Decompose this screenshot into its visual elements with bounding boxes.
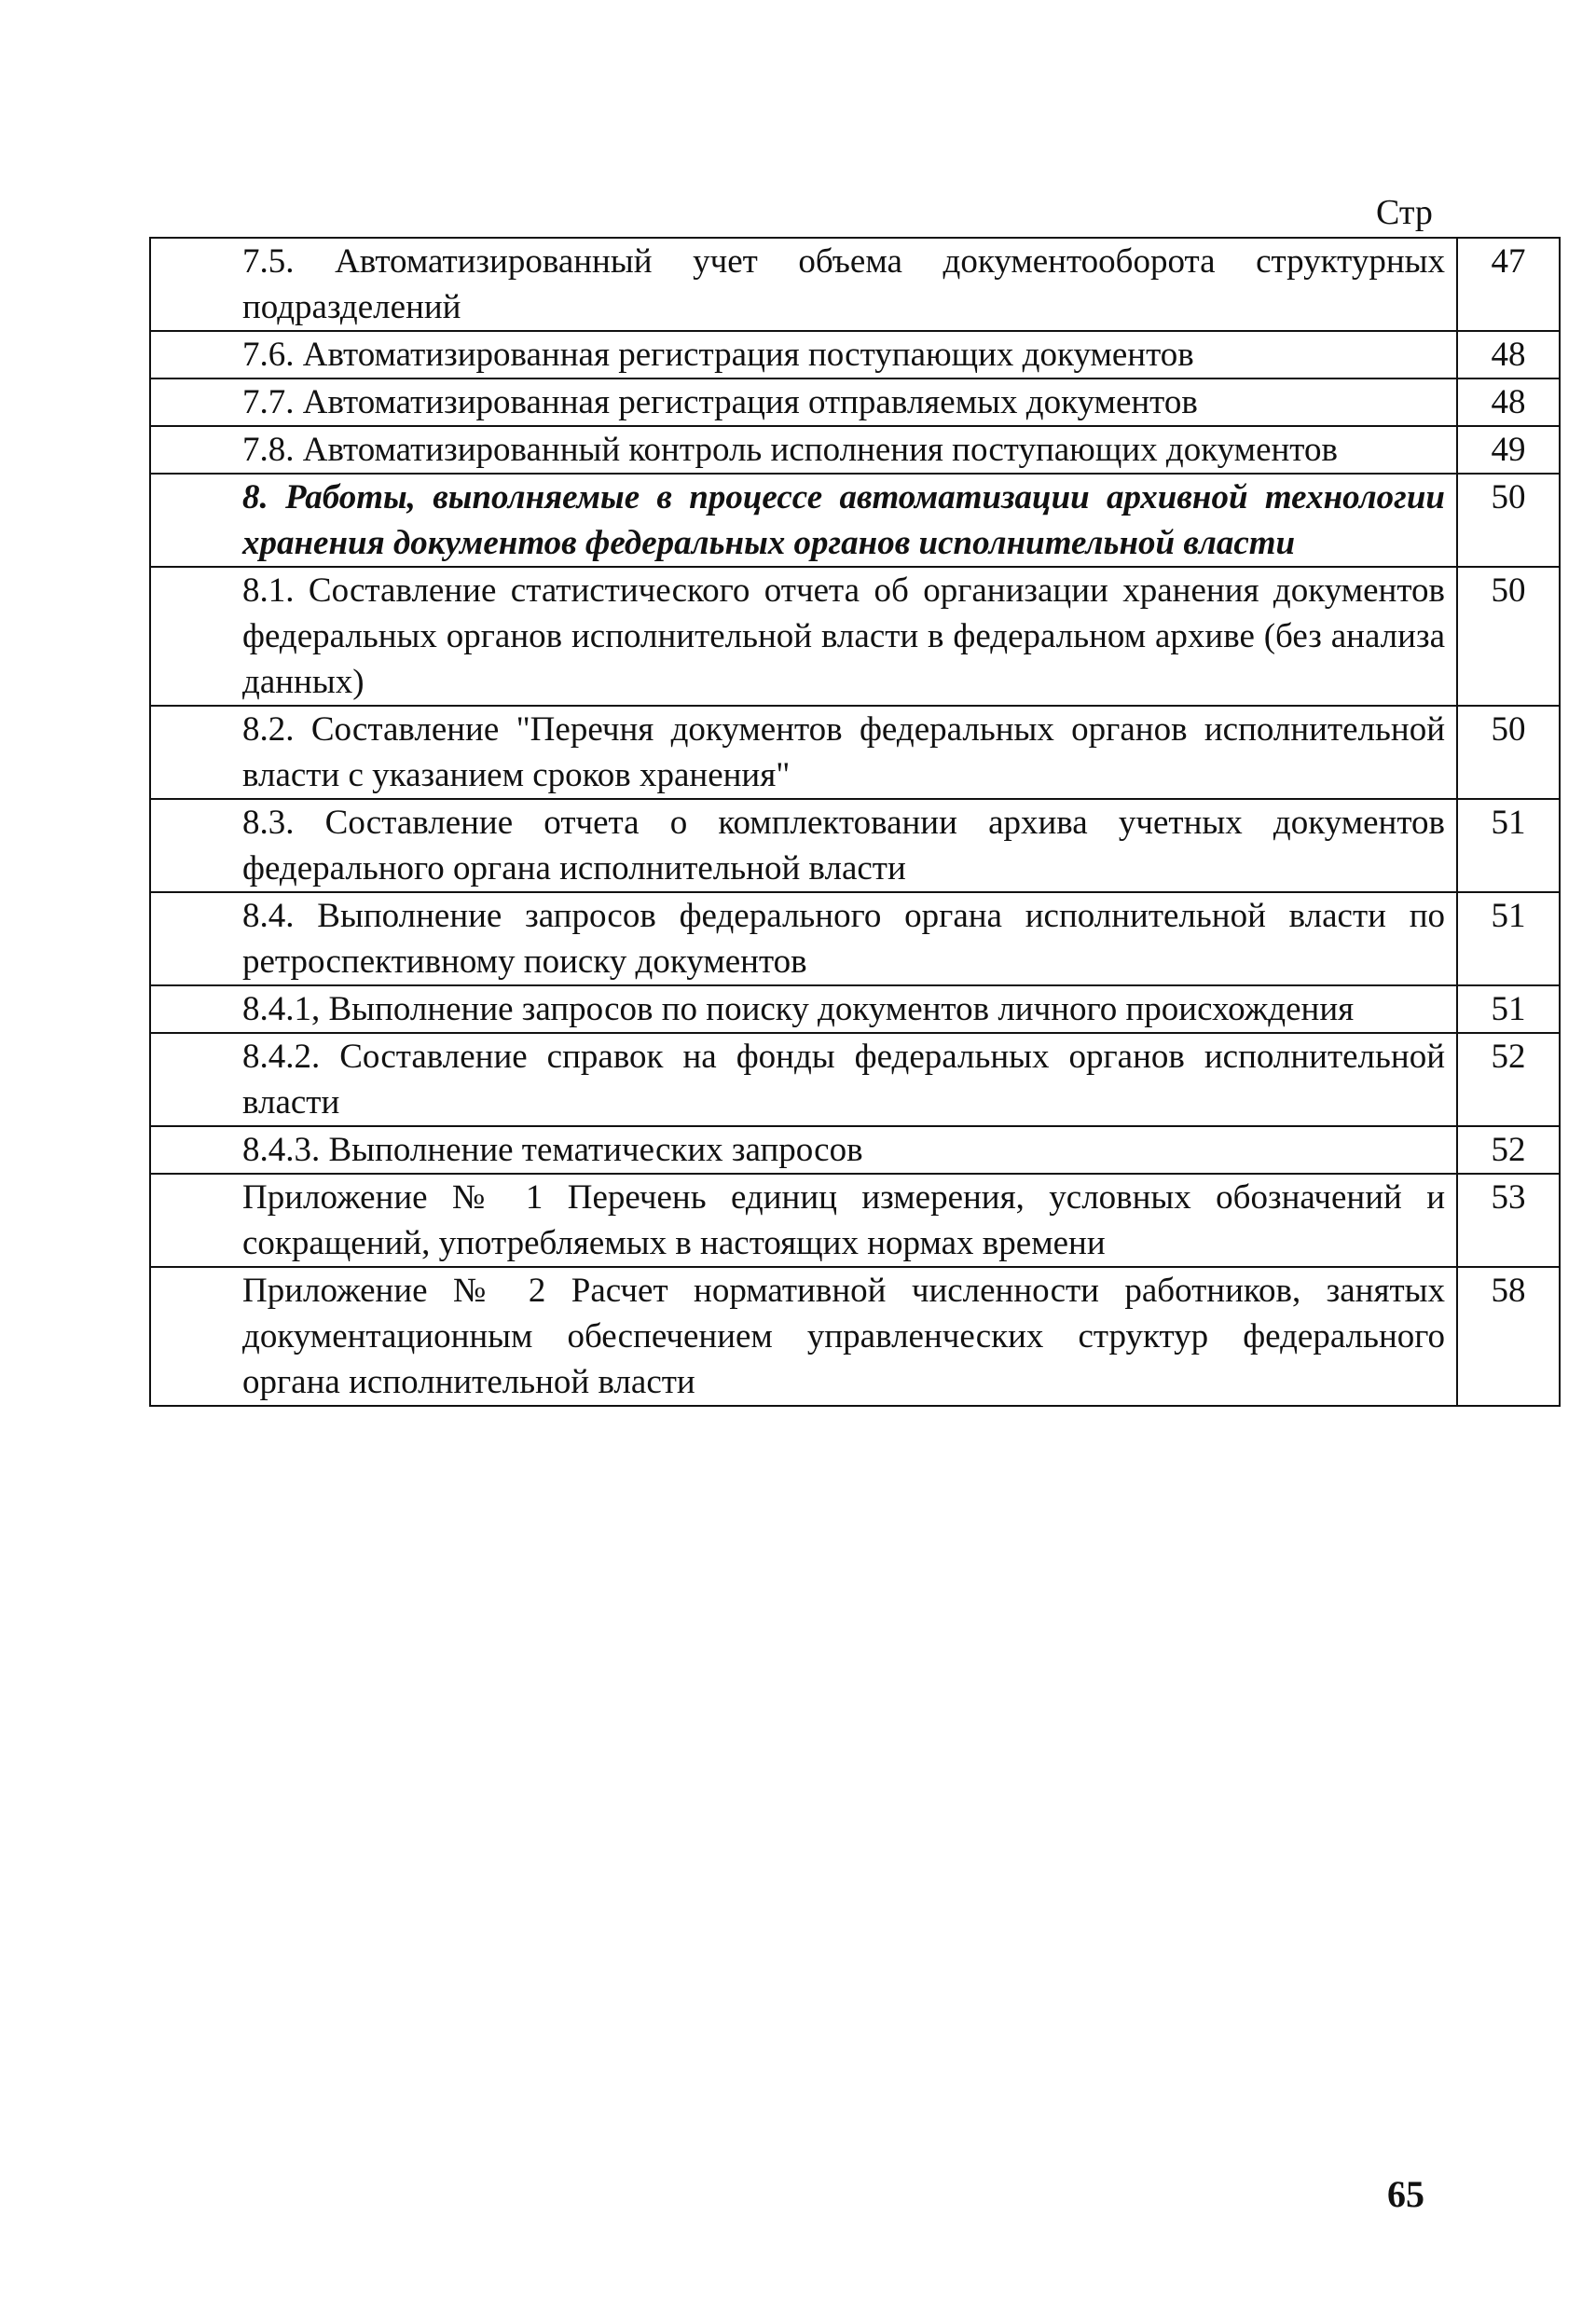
toc-entry-text: 7.8. Автоматизированный контроль исполнения поступающих документов — [150, 426, 1457, 474]
toc-entry-page: 48 — [1457, 331, 1560, 378]
toc-entry-page: 51 — [1457, 799, 1560, 892]
toc-entry-page: 51 — [1457, 892, 1560, 985]
toc-entry-text: 7.6. Автоматизированная регистрация поступающих документов — [150, 331, 1457, 378]
table-of-contents — [149, 237, 1561, 1407]
table-row — [150, 1174, 1560, 1267]
toc-entry-text: 8.4.2. Составление справок на фонды федеральных органов исполнительной власти — [150, 1033, 1457, 1126]
table-row — [150, 706, 1560, 799]
toc-entry-page: 52 — [1457, 1126, 1560, 1174]
toc-entry-text: Приложение № 2 Расчет нормативной численности работников, занятых документационным обеспечением управленческих структур федерального органа исполнительной власти — [150, 1267, 1457, 1406]
toc-section-heading: 8. Работы, выполняемые в процессе автоматизации архивной технологии хранения документов федеральных органов исполнительной власти — [150, 474, 1457, 567]
toc-entry-text: 7.7. Автоматизированная регистрация отправляемых документов — [150, 378, 1457, 426]
toc-entry-text: 8.4.3. Выполнение тематических запросов — [150, 1126, 1457, 1174]
table-row — [150, 567, 1560, 706]
table-row — [150, 1126, 1560, 1174]
table-row — [150, 892, 1560, 985]
table-row — [150, 474, 1560, 567]
page-number: 65 — [1387, 2173, 1424, 2215]
toc-entry-page: 49 — [1457, 426, 1560, 474]
table-row — [150, 1033, 1560, 1126]
toc-entry-text: 7.5. Автоматизированный учет объема документооборота структурных подразделений — [150, 238, 1457, 331]
table-row — [150, 799, 1560, 892]
table-row — [150, 238, 1560, 331]
toc-entry-text: 8.4.1, Выполнение запросов по поиску документов личного происхождения — [150, 985, 1457, 1033]
toc-entry-page: 50 — [1457, 474, 1560, 567]
table-row — [150, 378, 1560, 426]
toc-entry-page: 53 — [1457, 1174, 1560, 1267]
toc-entry-text: 8.4. Выполнение запросов федерального органа исполнительной власти по ретроспективному поиску документов — [150, 892, 1457, 985]
table-row — [150, 1267, 1560, 1406]
table-row — [150, 985, 1560, 1033]
toc-entry-text: 8.3. Составление отчета о комплектовании архива учетных документов федерального органа исполнительной власти — [150, 799, 1457, 892]
toc-entry-page: 52 — [1457, 1033, 1560, 1126]
toc-entry-page: 51 — [1457, 985, 1560, 1033]
table-row — [150, 331, 1560, 378]
table-row — [150, 426, 1560, 474]
toc-entry-text: 8.2. Составление "Перечня документов федеральных органов исполнительной власти с указанием сроков хранения" — [150, 706, 1457, 799]
toc-entry-text: 8.1. Составление статистического отчета об организации хранения документов федеральных органов исполнительной власти в федеральном архиве (без анализа данных) — [150, 567, 1457, 706]
toc-entry-page: 47 — [1457, 238, 1560, 331]
toc-entry-page: 50 — [1457, 567, 1560, 706]
toc-entry-page: 48 — [1457, 378, 1560, 426]
toc-entry-page: 50 — [1457, 706, 1560, 799]
page-column-header: Стр — [1376, 193, 1433, 232]
toc-entry-text: Приложение № 1 Перечень единиц измерения, условных обозначений и сокращений, употребляемых в настоящих нормах времени — [150, 1174, 1457, 1267]
toc-entry-page: 58 — [1457, 1267, 1560, 1406]
